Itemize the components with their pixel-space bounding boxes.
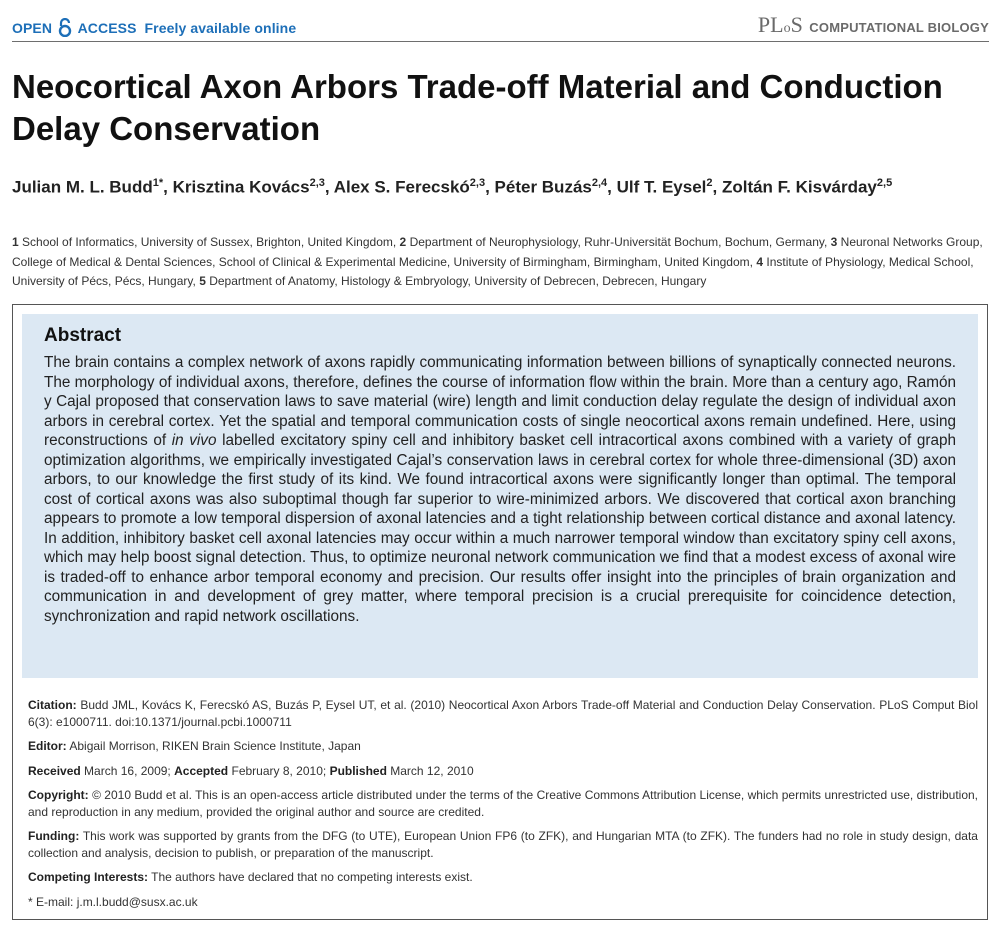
- open-access-label: [12, 18, 296, 37]
- freely-available-label: Freely available online: [144, 20, 297, 36]
- funding: Funding: This work was supported by grants from the DFG (to UTE), European Union FP6 (to ZFK), and Hungarian MTA (to ZFK). The funders had no role in study design, data collection and analysis, decision to publish, or preparation of the manuscript.: [28, 829, 978, 860]
- abstract-heading: Abstract: [44, 325, 122, 346]
- open-label: OPEN: [12, 20, 53, 36]
- author-affiliation-marker: 2,4: [591, 177, 608, 189]
- affiliation-number: 3: [830, 235, 838, 249]
- competing-interests: Competing Interests: The authors have declared that no competing interests exist.: [28, 870, 473, 884]
- email-link[interactable]: j.m.l.budd@susx.ac.uk: [76, 894, 198, 909]
- author-name: Alex S. Ferecskó: [333, 177, 470, 197]
- abstract-frame: [12, 304, 988, 920]
- affiliation-text: Department of Neurophysiology, Ruhr-Universität Bochum, Bochum, Germany,: [409, 235, 831, 249]
- access-label: ACCESS: [77, 20, 137, 36]
- affiliation-number: 5: [199, 274, 206, 288]
- affiliation-list: [12, 233, 990, 292]
- contact-email: * E-mail: j.m.l.budd@susx.ac.uk: [28, 894, 198, 909]
- journal-name: COMPUTATIONAL BIOLOGY: [809, 20, 989, 35]
- author-name: Julian M. L. Budd: [12, 177, 153, 197]
- author-name: Ulf T. Eysel: [616, 177, 707, 197]
- article-metadata: [28, 697, 978, 918]
- affiliation-text: Institute of Physiology, Medical School, University of Pécs, Pécs, Hungary,: [12, 254, 974, 288]
- open-access-lock-icon: [57, 18, 73, 37]
- article-title: Neocortical Axon Arbors Trade-off Material and Conduction Delay Conservation: [12, 68, 943, 147]
- author-affiliation-marker: 1*: [152, 177, 164, 189]
- affiliation-text: Neuronal Networks Group, College of Medical & Dental Sciences, School of Clinical & Experimental Medicine, University of Birmingham, Birmingham, United Kingdom,: [12, 235, 983, 269]
- copyright: Copyright: © 2010 Budd et al. This is an open-access article distributed under the terms of the Creative Commons Attribution License, which permits unrestricted use, distribution, and reproduction in any medium, provided the original author and source are credited.: [28, 788, 978, 819]
- author-name: Zoltán F. Kisvárday: [721, 177, 877, 197]
- editor: Editor: Abigail Morrison, RIKEN Brain Science Institute, Japan: [28, 739, 361, 753]
- author-affiliation-marker: 2,5: [876, 177, 893, 189]
- affiliation-number: 4: [756, 254, 764, 269]
- affiliation-text: School of Informatics, University of Sussex, Brighton, United Kingdom,: [22, 235, 400, 249]
- affiliation-number: 2: [399, 235, 407, 249]
- journal-logo: [758, 12, 989, 38]
- author-affiliation-marker: 2: [706, 177, 713, 189]
- author-list: Julian M. L. Budd$^{1*}$, Krisztina Kovács$^{2,3}$, Alex S. Ferecskó$^{2,3}$, Péter Buzás$^{2,4}$, Ulf T. Eysel$^2$, Zoltán F. Kisvárday$^{2,5}$: [12, 177, 893, 197]
- author-affiliation-marker: 2,3: [309, 177, 325, 189]
- plos-brand: PLoS: [757, 12, 803, 37]
- page-header: [12, 8, 989, 42]
- author-name: Krisztina Kovács: [172, 177, 310, 197]
- dates: Received March 16, 2009; Accepted February 8, 2010; Published March 12, 2010: [28, 763, 474, 778]
- abstract-panel: [22, 314, 978, 678]
- abstract-text: The brain contains a complex network of axons rapidly communicating information between billions of synaptically connected neurons. The morphology of individual axons, therefore, defines the course of information flow within the brain. More than a century ago, Ramón y Cajal proposed that conservation laws to save material (wire) length and limit conduction delay regulate the design of individual axon arbors in cerebral cortex. Yet the spatial and temporal communication costs of single neocortical axons remain undefined. Here, using reconstructions of in vivo labelled excitatory spiny cell and inhibitory basket cell intracortical axons combined with a variety of graph optimization algorithms, we empirically investigated Cajal’s conservation laws in cerebral cortex for whole three-dimensional (3D) axon arbors, to our knowledge the first study of its kind. We found intracortical axons were significantly longer than optimal. The temporal cost of cortical axons was also suboptimal though far superior to wire-minimized arbors. We discovered that cortical axon branching appears to promote a low temporal dispersion of axonal latencies and a tight relationship between cortical distance and axonal latency. In addition, inhibitory basket cell axonal latencies may occur within a much narrower temporal window than excitatory spiny cell axons, which may help boost signal detection. Thus, to optimize neuronal network communication we find that a modest excess of axonal wire is traded-off to enhance arbor temporal economy and precision. Our results offer insight into the principles of brain organization and communication in and development of grey matter, where temporal precision is a crucial prerequisite for coincidence detection, synchronization and rapid network oscillations.: [44, 354, 957, 625]
- citation: Citation: Budd JML, Kovács K, Ferecskó AS, Buzás P, Eysel UT, et al. (2010) Neocortical Axon Arbors Trade-off Material and Conduction Delay Conservation. PLoS Comput Biol 6(3): e1000711. doi:10.1371/journal.pcbi.1000711: [28, 698, 978, 729]
- affiliation-text: Department of Anatomy, Histology & Embryology, University of Debrecen, Debrecen, Hungary: [209, 274, 707, 288]
- author-name: Péter Buzás: [494, 177, 592, 197]
- author-affiliation-marker: 2,3: [469, 177, 486, 189]
- affiliation-number: 1: [12, 235, 19, 249]
